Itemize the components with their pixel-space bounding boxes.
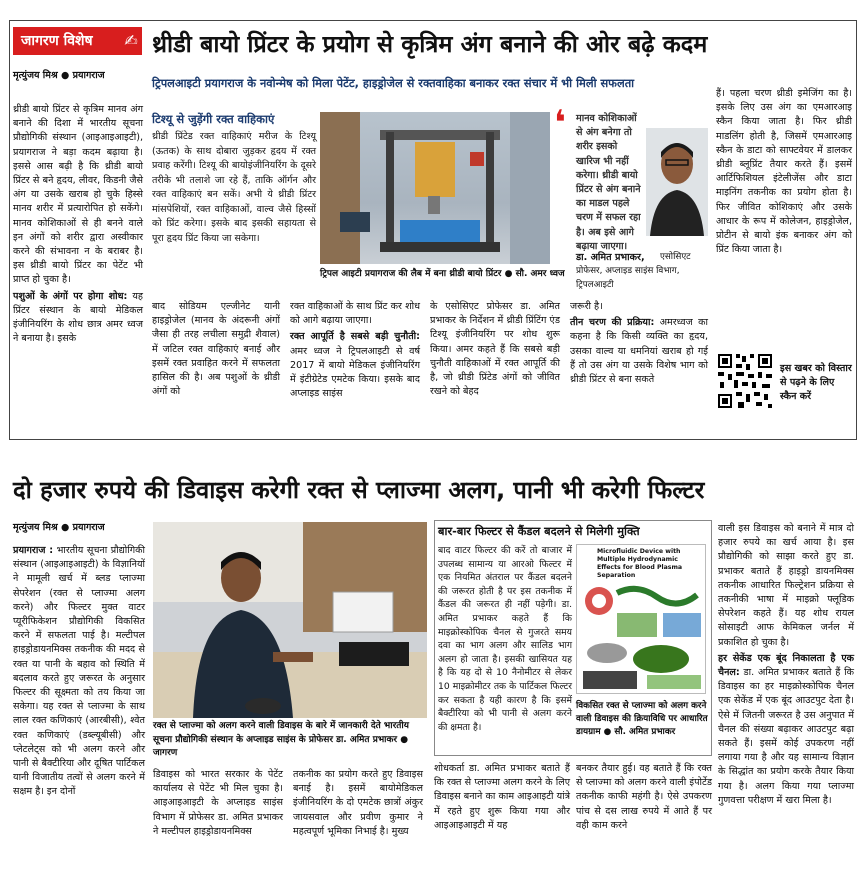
deck-1: ट्रिपलआइटी प्रयागराज के नवोन्मेष को मिला पेटेंट, हाइड्रोजेल से रक्तवाहिका बनाकर रक्त संचार में भी मिली सफलता: [152, 76, 635, 90]
a1-quote-name: डा. अमित प्रभाकर,: [576, 252, 645, 263]
a1-column-6: [570, 300, 708, 434]
a2-column-2: डिवाइस को भारत सरकार के पेटेंट कार्यालय से पेटेंट भी मिल चुका है। आइआइआइटी के अप्लाइड साइंस विभाग में प्रोफेसर डा. अमित प्रभाकर ने मल्टीपल हाइड्रोडायनमिक्स: [153, 769, 283, 837]
a1-col1-para2-text: यह प्रिंटर संस्थान के बायो मेडिकल इंजीनियरिंग के शोध छात्र अमर ध्वज ने बनाया है। इसके: [13, 290, 143, 345]
a1-column-7: हैं। पहला चरण थ्रीडी इमेजिंग का है। इसके लिए उस अंग का एमआरआइ स्कैन किया जाता है। फिर थ्रीडी माडलिंग होती है, जिसमें एमआरआइ स्कैन के डाटा को साफ्टवेयर में डालकर थ्रीडी ब्लूप्रिंट तैयार करते हैं। इसमें आर्टिफिशियल इंटेलीजेंस और डाटा माइनिंग तकनीक का प्रयोग होता है। फिर जीवित कोशिकाएं और उसके आधार के रूप में कोलेजन, हाइड्रोजेल, प्रोटीन से बायो इंक बनाकर अंग को प्रिंट किया जाता है।: [716, 88, 852, 256]
headline-2: दो हजार रुपये की डिवाइस करेगी रक्त से प्लाज्मा अलग, पानी भी करेगी फिल्टर: [13, 476, 705, 504]
a2-filter-box-text: बाद वाटर फिल्टर की करें तो बाजार में उपलब्ध सामान्य या आरओ फिल्टर में एक नियमित अंतराल पर कैंडल बदलने की जरूरत होती है पर इस तकनीक में कैंडल की जरूरत ही नहीं पड़ेगी। डा. अमित प्रभाकर कहते हैं कि माइक्रोस्कोपिक चैनल से गुजरते समय दवा का भाग अलग और सालिड भाग अलग हो जाता है। इसकी खासियत यह है कि यह दो से 10 नैनोमीटर से लेकर 10 माइक्रोमीटर तक के पार्टिकल फिल्टर कर सकता है यही कारण है कि इसमें बैक्टीरिया को भी पानी से अलग करने की क्षमता है।: [438, 545, 572, 733]
a1-col1-para2: [13, 290, 143, 347]
bioprinter-illustration: [320, 112, 550, 264]
a2-col6-para1: वाली इस डिवाइस को बनाने में मात्र दो हजार रुपये का खर्च आया है। इस प्रौद्योगिकी को साझा करते हुए डा. प्रभाकर बताते हैं हाइड्रो डायनमिक्स तकनीक आधारित फिल्ट्रेशन प्रक्रिया से तकनीकी भाषा में माइक्रो फ्लूडिक सेपरेशन कहते हैं। यह शोध रायल सोसाइटी आफ केमिकल जर्नल में प्रकाशित हो चुका है।: [718, 523, 854, 648]
hand-icon: ✍: [120, 27, 142, 55]
a2-filter-box-title: बार-बार फिल्टर से कैंडल बदलने से मिलेगी मुक्ति: [438, 524, 640, 538]
a2-dateline: प्रयागराज :: [13, 545, 54, 556]
a2-column-5: बनकर तैयार हुई। वह बताते हैं कि रक्त से प्लाज्मा को अलग करने वाली इंपोर्टेड तकनीक काफी महंगी है। ऐसे उपकरण पांच से दस लाख रुपये में आते हैं पर वही काम करने: [576, 763, 712, 831]
byline-2: मृत्युंजय मिश्र ● प्रयागराज: [13, 522, 105, 533]
a1-tissue-box: [152, 112, 316, 284]
qr-code[interactable]: [716, 352, 774, 410]
a1-col6-para2-text: अमरध्वज का कहना है कि किसी व्यक्ति का हृदय, उसका वाल्व या धमनियां खराब हो गई हैं तो उस अंग या उसके विशेष भाग को थ्रीडी प्रिंटर से बना सकते: [570, 317, 708, 386]
a1-quote: मानव कोशिकाओं से अंग बनेगा तो शरीर इसको खारिज भी नहीं करेगा। थ्रीडी बायो प्रिंटर से अंग बनाने का माडल पहले चरण में सफल रहा है। अब इसे आगे बढ़ाया जाएगा।: [576, 113, 641, 252]
diagram-caption: विकसित रक्त से प्लाज्मा को अलग करने वाली डिवाइस की क्रियाविधि पर आधारित डायग्राम ● सौ. अमित प्रभाकर: [576, 701, 708, 737]
byline-1: मृत्युंजय मिश्र ● प्रयागराज: [13, 70, 105, 81]
a1-column-3: बाद सोडियम एल्जीनेट यानी हाइड्रोजेल (मानव के अंदरूनी अंगों जैसा ही तरह लचीला समुद्री शैवाल) में जटिल रक्त वाहिकाएं बनाई और इसमें रक्त प्रवाहित करने में सफलता हासिल की है। अब पशुओं के थ्रीडी अंगों को: [152, 301, 280, 398]
a1-col6-para1: जरूरी है।: [570, 301, 603, 312]
headline-1: थ्रीडी बायो प्रिंटर के प्रयोग से कृत्रिम अंग बनाने की ओर बढ़े कदम: [152, 30, 708, 58]
a1-col4-para2: [290, 330, 420, 401]
a1-quote-role: एसोसिएट प्रोफेसर, अप्लाइड साइंस विभाग, ट्रिपलआइटी: [576, 252, 691, 290]
a1-col1-para1: थ्रीडी बायो प्रिंटर से कृत्रिम मानव अंग बनाने की दिशा में भारतीय सूचना प्रौद्योगिकी संस्थान (आइआइआइटी), प्रयागराज ने बड़ा कदम बढ़ाया है। इससे आस बढ़ी है कि थ्रीडी बायो प्रिंटर से बने हृदय, लीवर, किडनी जैसे अंग या उसके खराब हो चुके हिस्से मानव शरीर में प्रत्यारोपित हो सकेंगे। मानव कोशिकाओं से ही बनने वाले इन अंगों को शरीर द्वारा अस्वीकार करने की संभावना न के बराबर है। इस थ्रीडी बायो प्रिंटर का पेटेंट भी प्राप्त हो चुका है।: [13, 104, 143, 286]
a1-col4-para2-text: अमर ध्वज ने ट्रिपलआइटी से वर्ष 2017 में बायो मेडिकल इंजीनियरिंग में इंटीग्रेटेड एमटेक किया। इसके बाद अप्लाइड साइंस: [290, 345, 420, 400]
a1-subhead-blood-supply: रक्त आपूर्ति है सबसे बड़ी चुनौती:: [290, 331, 420, 343]
a1-col6-para2: [570, 316, 708, 387]
scientist-with-device-illustration: [153, 522, 427, 718]
a2-column-1: [13, 544, 145, 852]
a1-column-4: [290, 300, 420, 434]
diagram-title: Microfluidic Device with Multiple Hydrodynamic Effects for Blood Plasma Separation: [597, 548, 683, 579]
bioprinter-photo-caption: ट्रिपल आइटी प्रयागराज की लैब में बना थ्रीडी बायो प्रिंटर ● सौ. अमर ध्वज: [320, 269, 565, 279]
qr-code-icon: [716, 352, 774, 410]
microfluidic-diagram: [576, 544, 706, 694]
a1-column-5: के एसोसिएट प्रोफेसर डा. अमित प्रभाकर के निर्देशन में थ्रीडी प्रिंटिंग एंड टिश्यू इंजीनियरिंग पर शोध शुरू किया। अमर कहते हैं कि सबसे बड़ी चुनौती वाहिकाओं में रक्त आपूर्ति की है, जो थ्रीडी प्रिंटेड अंगों को जीवित रखने को बेहद: [430, 301, 560, 398]
a1-column-1: [13, 103, 143, 435]
a1-tissue-box-title: टिश्यू से जुड़ेंगी रक्त वाहिकाएं: [152, 112, 275, 126]
badge-label: जागरण विशेष: [21, 33, 93, 49]
device-photo-caption: रक्त से प्लाज्मा को अलग करने वाली डिवाइस के बारे में जानकारी देते भारतीय सूचना प्रौद्योगिकी संस्थान के अप्लाइड साइंस के प्रोफेसर डा. अमित प्रभाकर ● जागरण: [153, 721, 409, 758]
a2-col6-para2: [718, 652, 854, 808]
a1-subhead-animals: पशुओं के अंगों पर होगा शोध:: [13, 290, 128, 302]
a2-column-3: तकनीक का प्रयोग करते हुए डिवाइस बनाई है। इसमें बायोमेडिकल इंजीनियरिंग के दो एमटेक छात्रों अंकुर जायसवाल और प्रवीण कुमार ने महत्वपूर्ण भूमिका निभाई है। मुख्य: [293, 769, 423, 837]
person-portrait-icon: [646, 128, 708, 236]
a1-subhead-three-steps: तीन चरण की प्रक्रिया:: [570, 317, 655, 329]
device-photo: [153, 522, 427, 718]
quote-mark-icon: ❛: [554, 103, 566, 143]
a2-column-6: [718, 522, 854, 852]
a2-subhead-one-drop: हर सेकेंड एक बूंद निकालता है एक चैनल:: [718, 652, 854, 679]
a2-col1-text: भारतीय सूचना प्रौद्योगिकी संस्थान (आइआइआइटी) के विज्ञानियों ने मामूली खर्च में ब्लड प्लाज्मा सेपरेशन (रक्त से प्लाज्मा अलग करने) और फिल्टर मुक्त वाटर प्यूरीफिकेशन प्रौद्योगिकी विकसित करने में सफलता पाई है। मल्टीपल हाइड्रोडायनमिक्स तकनीक की मदद से रक्त या पानी के बहाव को स्थिति में बदलाव करते हुए जरूरत के अनुसार फिल्टर की सूक्ष्मता को तय किया जा सकेगा। यह रक्त से प्लाज्मा के साथ लाल रक्त कणिकाएं (आरबीसी), श्वेत रक्त कणिकाएं (डब्ल्यूबीसी) और प्लेटलेट्स को भी अलग करने और पानी से बैक्टीरिया और दूषित पार्टिकल यानी विजातीय तत्वों से अलग करने में सक्षम है। इन दोनों: [13, 545, 145, 798]
qr-instruction: इस खबर को विस्तार से पढ़ने के लिए स्कैन करें: [780, 363, 852, 402]
bioprinter-photo: [320, 112, 550, 264]
a2-column-4: शोधकर्ता डा. अमित प्रभाकर बताते हैं कि रक्त से प्लाज्मा अलग करने के लिए डिवाइस बनाने का काम आइआइटी यांत्रे में रहते हुए शुरू किया गया और आइआइआइटी में यह: [434, 763, 570, 831]
a2-col6-para2-text: डा. अमित प्रभाकर बताते हैं कि डिवाइस का हर माइक्रोस्कोपिक चैनल एक सेकेंड में एक बूंद आउटपुट देता है। ऐसे में जितनी जरूरत है उस अनुपात में चैनल की संख्या बढ़ाकर आउटपुट बढ़ा सकते हैं। इसमें कोई उपकरण नहीं लगाया गया है और यह सामान्य विज्ञान के सिद्धांत का प्रयोग करके तैयार किया गया है। अलग किया गया प्लाज्मा गुणवत्ता परीक्षण में खरा मिला है।: [718, 667, 854, 806]
microfluidic-channel-graphic: [577, 573, 707, 693]
a1-tissue-box-text: थ्रीडी प्रिंटेड रक्त वाहिकाएं मरीज के टिश्यू (ऊतक) के साथ दोबारा जुड़कर हृदय में रक्त प्रवाह करेंगी। टिश्यू की बायोइंजीनियरिंग के दूसरे तरीके भी तलाशे जा रहे हैं, ताकि ऑर्गन और रक्त वाहिकाएं बन सकें। अभी ये थ्रीडी प्रिंटर मांसपेशियों, रक्त वाहिकाओं, वाल्व जैसे हिस्सों को प्रिंट करेगा। इसके बाद इसकी सहायता से पूरा हृदय प्रिंट किया जा सकेगा।: [152, 131, 316, 244]
prabhakar-photo: [646, 128, 708, 236]
a1-col4-para1: रक्त वाहिकाओं के साथ प्रिंट कर शोध को आगे बढ़ाया जाएगा।: [290, 301, 420, 327]
